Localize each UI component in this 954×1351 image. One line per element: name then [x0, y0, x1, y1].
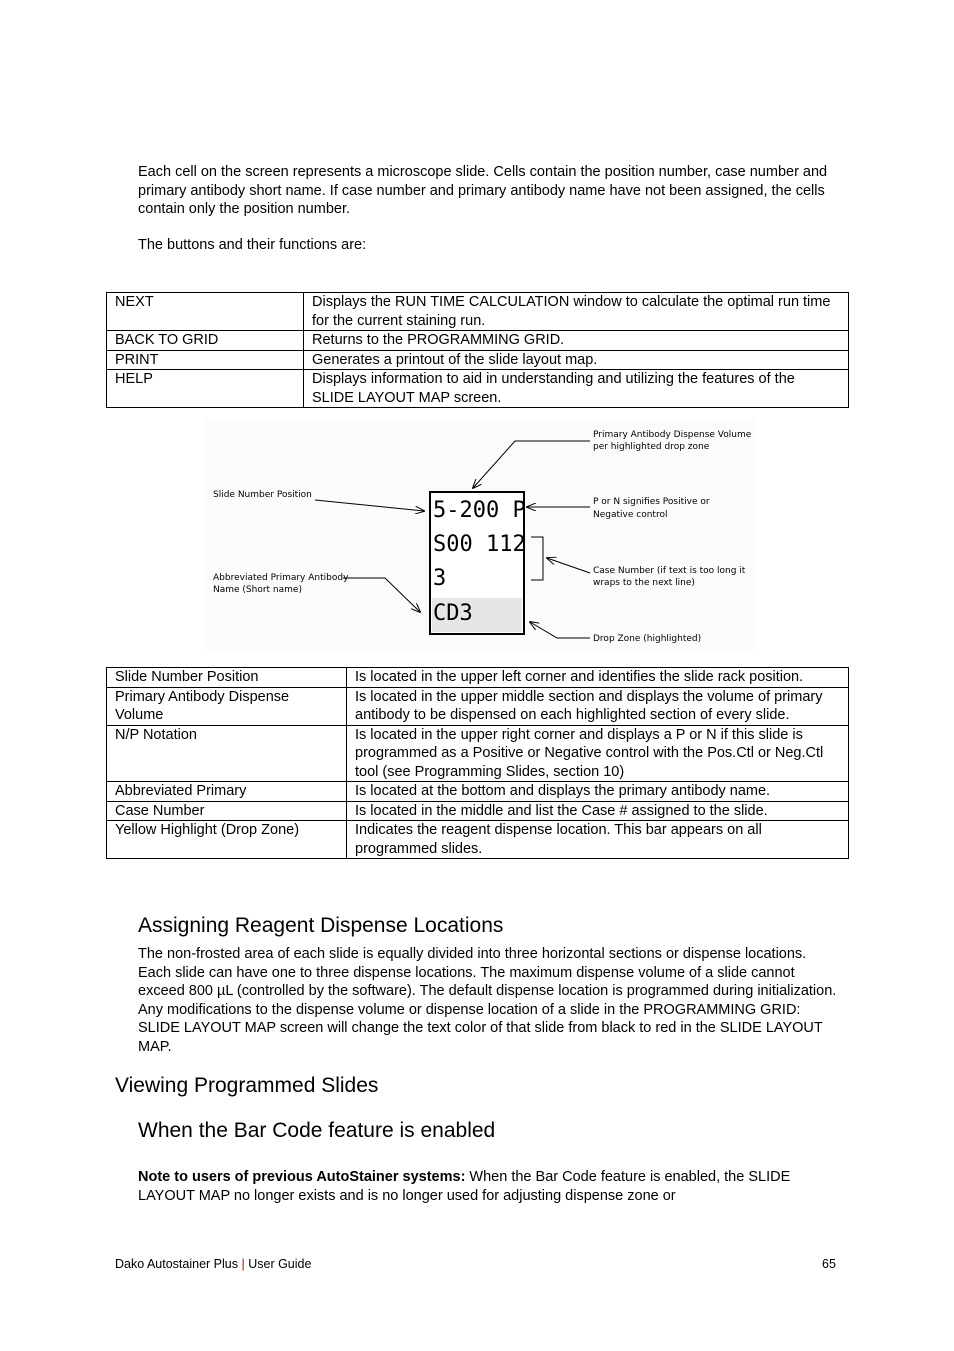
table-row [107, 687, 849, 725]
field-desc: Is located at the bottom and displays the primary antibody name. [347, 782, 849, 802]
label-dispense-volume: Primary Antibody Dispense Volume [593, 430, 752, 440]
fields-table [106, 667, 849, 859]
viewing-heading: Viewing Programmed Slides [115, 1074, 379, 1097]
table-row [107, 331, 849, 351]
table-row [107, 350, 849, 370]
button-desc: Returns to the PROGRAMMING GRID. [304, 331, 849, 351]
assigning-paragraph: The non-frosted area of each slide is equally divided into three horizontal sections or dispense locations. Each slide can have one to three dispense locations. The maximum dispense volume of a slide cannot exceed 800 µL (controlled by the software). The default dispense location is programmed during initialization. Any modifications to the dispense volume or dispense location of a slide in the PROGRAMMING GRID: SLIDE LAYOUT MAP screen will change the text color of that slide from black to red in the SLIDE LAYOUT MAP. [138, 946, 837, 1055]
cell-line-case: S00 112 [433, 532, 526, 557]
button-name: NEXT [107, 293, 304, 331]
field-name: Slide Number Position [107, 668, 347, 688]
label-abbrev-2: Name (Short name) [213, 585, 302, 595]
label-pn: P or N signifies Positive or [593, 497, 710, 507]
table-row [107, 668, 849, 688]
cell-line-position: 5-200 P [433, 498, 526, 523]
button-name: BACK TO GRID [107, 331, 304, 351]
label-case: Case Number (if text is too long it [593, 566, 746, 576]
label-drop-zone: Drop Zone (highlighted) [593, 634, 702, 644]
field-desc: Indicates the reagent dispense location. This bar appears on all programmed slides. [347, 821, 849, 859]
table-row [107, 821, 849, 859]
note-bold: Note to users of previous AutoStainer systems: [138, 1169, 466, 1185]
cell-line-antibody: CD3 [433, 601, 473, 626]
note-text: When the Bar Code feature is enabled, the SLIDE LAYOUT MAP no longer exists and is no longer used for adjusting dispense zone or [138, 1169, 791, 1204]
field-desc: Is located in the upper middle section and displays the volume of primary antibody to be dispensed on each highlighted section of every slide. [347, 687, 849, 725]
footer-separator: | [241, 1257, 245, 1271]
label-slide-number: Slide Number Position [213, 490, 312, 500]
footer-left [115, 1257, 311, 1271]
table-row [107, 782, 849, 802]
footer-guide: User Guide [248, 1257, 312, 1271]
slide-cell-diagram [205, 420, 755, 650]
barcode-subheading: When the Bar Code feature is enabled [138, 1119, 496, 1142]
table-row [107, 293, 849, 331]
assigning-heading: Assigning Reagent Dispense Locations [138, 914, 504, 937]
field-name: Case Number [107, 801, 347, 821]
field-name: Yellow Highlight (Drop Zone) [107, 821, 347, 859]
footer-product: Dako Autostainer Plus [115, 1257, 238, 1271]
intro-paragraph: Each cell on the screen represents a microscope slide. Cells contain the position number, case number and primary antibody short name. If case number and primary antibody name have not been assigned, the cells contain only the position number. [138, 164, 828, 217]
field-desc: Is located in the upper right corner and displays a P or N if this slide is programmed as a Positive or Negative control with the Pos.Ctl or Neg.Ctl tool (see Programming Slides, section 10) [347, 725, 849, 782]
table-row [107, 725, 849, 782]
cell-line-case-wrap: 3 [433, 566, 447, 591]
page-number: 65 [822, 1257, 836, 1271]
buttons-table [106, 292, 849, 408]
buttons-intro: The buttons and their functions are: [138, 237, 367, 253]
button-name: HELP [107, 370, 304, 408]
button-desc: Displays the RUN TIME CALCULATION window to calculate the optimal run time for the current staining run. [304, 293, 849, 331]
field-name: Primary Antibody Dispense Volume [107, 687, 347, 725]
table-row [107, 370, 849, 408]
field-desc: Is located in the middle and list the Case # assigned to the slide. [347, 801, 849, 821]
button-desc: Generates a printout of the slide layout map. [304, 350, 849, 370]
button-name: PRINT [107, 350, 304, 370]
field-desc: Is located in the upper left corner and identifies the slide rack position. [347, 668, 849, 688]
note-paragraph [138, 1168, 843, 1205]
field-name: N/P Notation [107, 725, 347, 782]
label-dispense-volume-2: per highlighted drop zone [593, 442, 710, 452]
label-case-2: wraps to the next line) [593, 578, 695, 588]
button-desc: Displays information to aid in understanding and utilizing the features of the SLIDE LAYOUT MAP screen. [304, 370, 849, 408]
table-row [107, 801, 849, 821]
field-name: Abbreviated Primary [107, 782, 347, 802]
label-abbrev: Abbreviated Primary Antibody [213, 573, 349, 583]
label-pn-2: Negative control [593, 510, 668, 520]
